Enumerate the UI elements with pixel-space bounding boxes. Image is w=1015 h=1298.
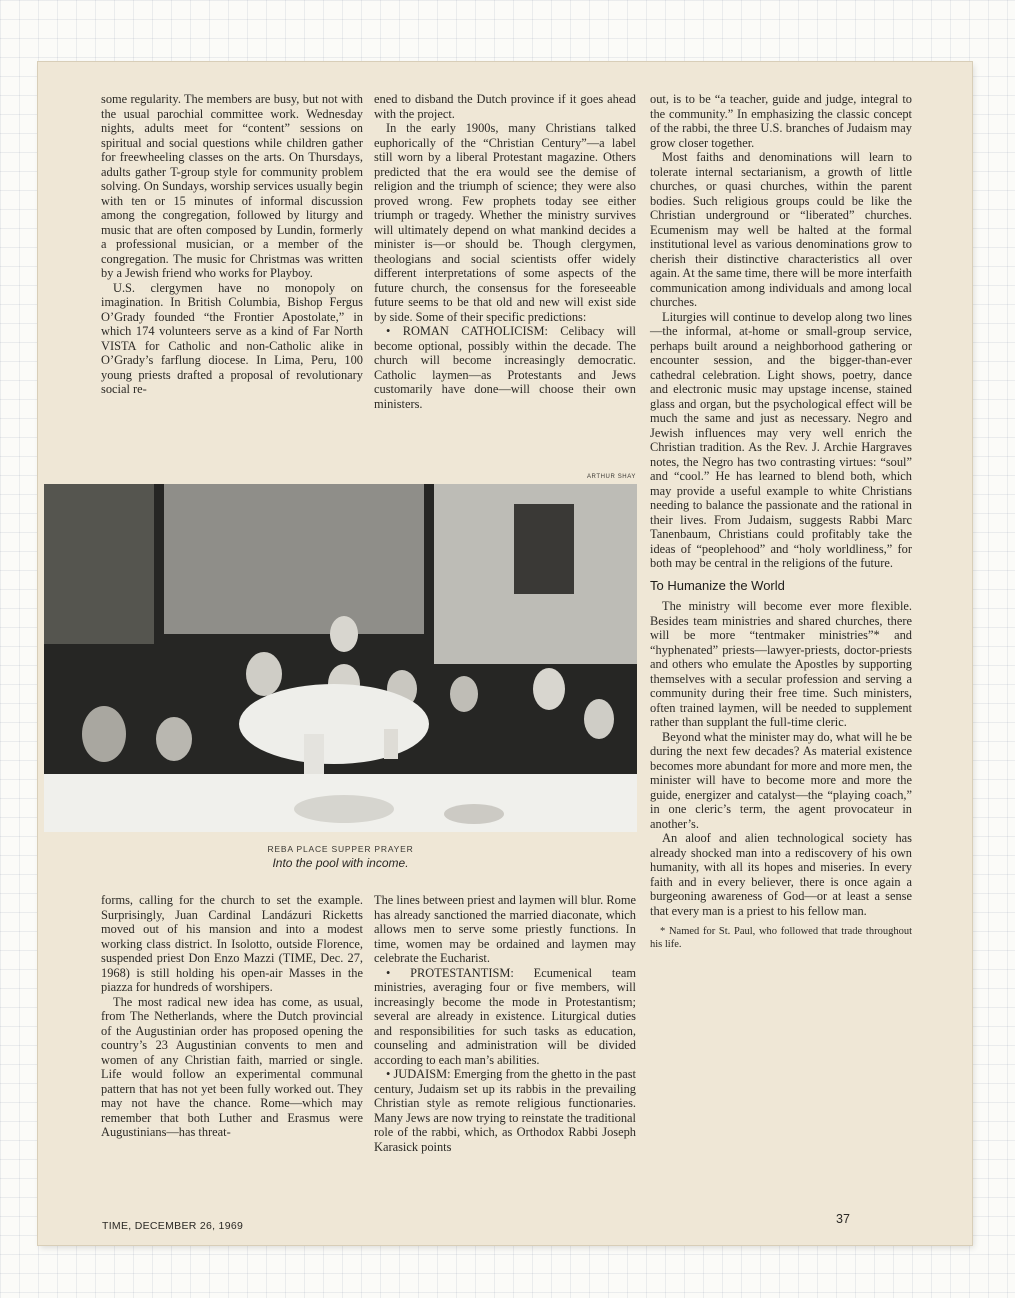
photo-illustration <box>44 484 637 832</box>
paragraph: ened to disband the Dutch province if it goes ahead with the project. <box>374 92 636 121</box>
column-2-top <box>374 92 636 411</box>
section-heading: To Humanize the World <box>650 577 785 593</box>
photo-caption <box>44 844 637 870</box>
caption-subtitle: Into the pool with income. <box>272 856 409 870</box>
paragraph: out, is to be “a teacher, guide and judge, integral to the community.” In emphasizing the classic concept of the rabbi, the three U.S. branches of Judaism may grow closer together. <box>650 92 912 150</box>
paragraph: The most radical new idea has come, as usual, from The Netherlands, where the Dutch provincial of the Augustinian order has proposed opening the country’s 23 Augustinian convents to men and women of any Christian faith, married or single. Life would follow an experimental communal pattern that has not yet been fully worked out. They may not have the chance. Rome—which may remember that both Luther and Erasmus were Augustinians—has threat- <box>101 994 363 1139</box>
paragraph: The lines between priest and laymen will blur. Rome has already sanctioned the married diaconate, which allows men to serve some priestly functions. In time, women may be ordained and laymen may celebrate the Eucharist. <box>374 893 636 965</box>
paragraph: Liturgies will continue to develop along two lines—the informal, at-home or small-group service, perhaps built around a neighborhood gathering or encounter session, and the bigger-than-ever cathedral celebration. Light shows, poetry, dance and electronic music may upstage incense, stained glass and organ, but the psychological effect will be much the same and just as necessary. Negro and Jewish influences may very well enrich the Christian tradition. As the Rev. J. Archie Hargraves notes, the Negro has two contrasting virtues: “soul” and “cool.” He has learned to blend both, which may provide a useful example to white Christians needing to balance the passionate and the rational in their lives. From Judaism, suggests Rabbi Marc Tanenbaum, Christians could profitably take the ideas of “peoplehood” and “holy worldliness,” for both may be central in the religions of the future. <box>650 309 912 570</box>
caption-label: REBA PLACE SUPPER PRAYER <box>267 844 414 854</box>
paragraph: Beyond what the minister may do, what will he be during the next few decades? As material existence becomes more abundant for more and more men, the minister will have to become more and more the guide, energizer and catalyst—the “playing coach,” in one cleric’s term, the agent provocateur in another’s. <box>650 729 912 831</box>
paragraph: some regularity. The members are busy, but not with the usual parochial committee work. Wednesday nights, adults meet for “content” sessions on spiritual and social questions while children gather for freewheeling classes on the arts. On Thursdays, adults gather T-group style for community problem solving. On Sundays, worship services usually begin with ten or 15 minutes of informal discussion among the congregation, followed by liturgy and music that are often composed by Lundin, formerly a professional musician, or a member of the congregation. The music for Christmas was written by a Jewish friend who works for Playboy. <box>101 92 363 280</box>
paragraph: In the early 1900s, many Christians talked euphorically of the “Christian Century”—a label still worn by a liberal Protestant magazine. Others predicted that the era would see the demise of religion and the triumph of science; they were also proved wrong. Few prophets today see either triumph or tragedy. Whether the ministry survives will ultimately depend on what mankind decides a minister is—or should be. Though clergymen, theologians and social scientists offer widely different interpretations of some aspects of the future church, the consensus for the foreseeable future seems to be that old and new will exist side by side. Some of their specific predictions: <box>374 121 636 324</box>
paragraph: Most faiths and denominations will learn to tolerate internal sectarianism, a growth of little churches, or quasi churches, within the parent bodies. Such religious groups could be like the Christian underground or “liberated” churches. Ecumenism may well be halted at the formal institutional level as various denominations grow to cherish their distinctive characteristics all over again. At the same time, there will be more interfaith communication among individuals and among local churches. <box>650 150 912 309</box>
paragraph: • PROTESTANTISM: Ecumenical team ministries, averaging four or five members, will increasingly become the mode in Protestantism; several are already in existence. Liturgical duties and responsibilities for such tasks as education, counseling and administration will be divided according to each man’s abilities. <box>374 965 636 1067</box>
paragraph: forms, calling for the church to set the example. Surprisingly, Juan Cardinal Landázuri Ricketts moved out of his mansion and into a modest working class district. In Isolotto, outside Florence, suspended priest Don Enzo Mazzi (TIME, Dec. 27, 1968) is still holding his open-air Masses in the piazza for hundreds of worshipers. <box>101 893 363 994</box>
footnote: * Named for St. Paul, who followed that trade throughout his life. <box>650 926 912 950</box>
paragraph: • ROMAN CATHOLICISM: Celibacy will become optional, possibly within the decade. The church will become increasingly democratic. Catholic laymen—as Protestants and Jews customarily have done—will choose their own ministers. <box>374 324 636 411</box>
page-number: 37 <box>836 1212 850 1226</box>
photo-credit: ARTHUR SHAY <box>586 474 636 480</box>
supper-prayer-photo <box>44 484 637 832</box>
column-3 <box>650 92 912 951</box>
paragraph: The ministry will become ever more flexible. Besides team ministries and shared churches, there will be more “tentmaker ministries”* and “hyphenated” priests—lawyer-priests, doctor-priests and others who emulate the Apostles by supporting themselves with a secular profession and serving a community during their free time. Such ministers, often trained laymen, will be needed to supplement rather than supplant the full-time cleric. <box>650 599 912 729</box>
paragraph: • JUDAISM: Emerging from the ghetto in the past century, Judaism set up its rabbis in the prevailing Christian style as remote religious functionaries. Many Jews are now trying to reinstate the traditional role of the rabbi, which, as Orthodox Rabbi Joseph Karasick points <box>374 1067 636 1154</box>
column-2-bottom <box>374 893 636 1154</box>
paragraph: An aloof and alien technological society has already shocked man into a rediscovery of his own humanity, with all its hopes and miseries. In every faith and in every believer, there is once again a burgeoning awareness of God—or at least a sense that every man is a priest to his fellow man. <box>650 831 912 918</box>
column-1-bottom <box>101 893 363 1140</box>
paragraph: U.S. clergymen have no monopoly on imagination. In British Columbia, Bishop Fergus O’Grady founded “the Frontier Apostolate,” in which 174 volunteers serve as a kind of Far North VISTA for Catholic and non-Catholic alike in O’Grady’s farflung diocese. In Lima, Peru, 100 young priests drafted a proposal of revolutionary social re- <box>101 280 363 396</box>
page-footer: TIME, DECEMBER 26, 1969 <box>102 1220 244 1232</box>
column-1-top <box>101 92 363 397</box>
